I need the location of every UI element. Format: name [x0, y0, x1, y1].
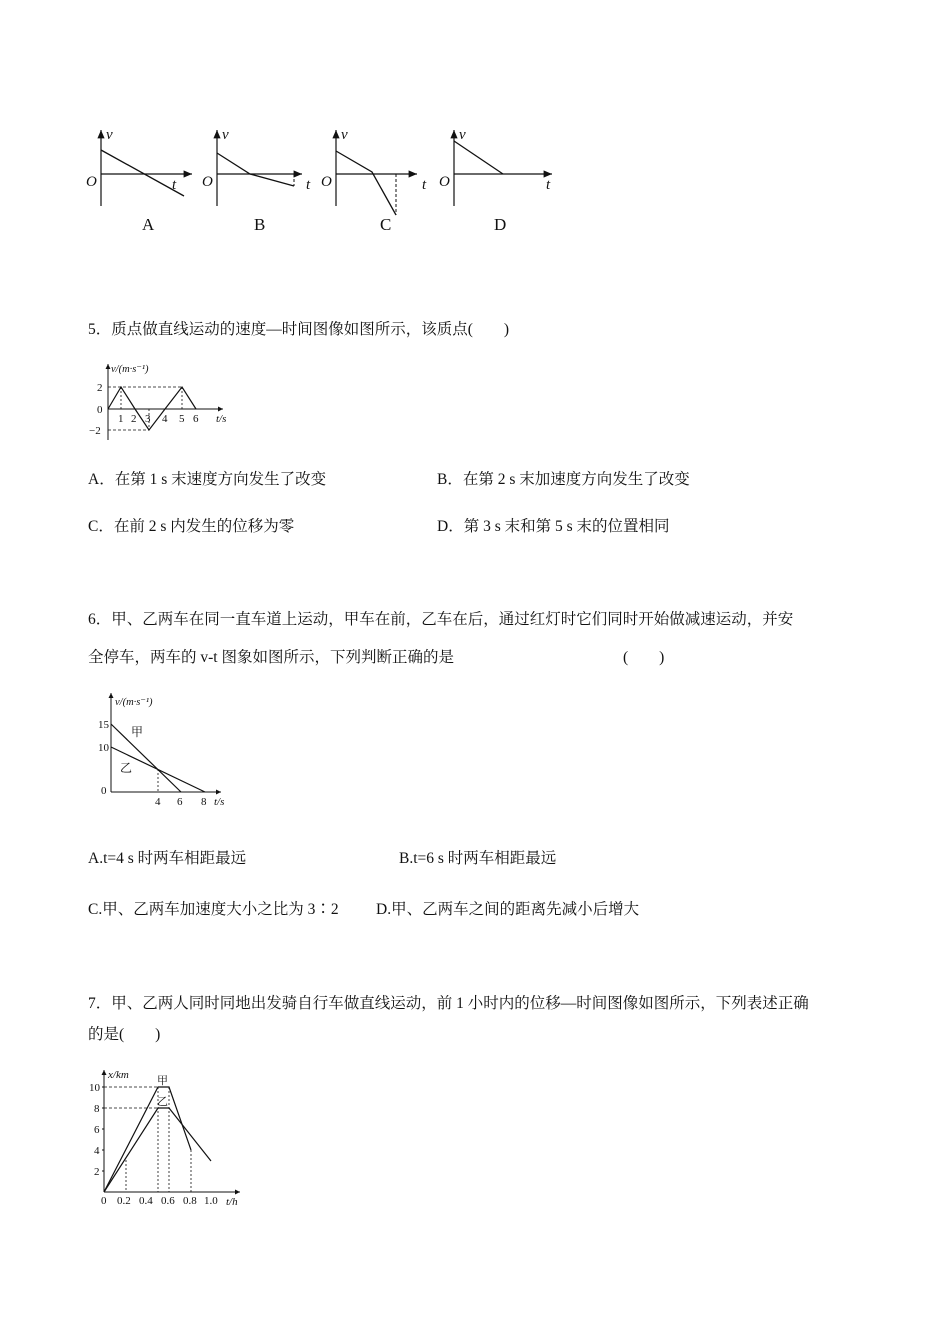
graph-b-o-label: O [202, 174, 213, 190]
q7-ytick-2: 2 [94, 1166, 100, 1178]
q7-label-jia: 甲 [157, 1075, 168, 1087]
q5-ytick-neg2: −2 [89, 425, 101, 437]
graph-b-v-label: v [222, 127, 229, 143]
q5-xtick-1: 1 [118, 413, 124, 425]
q5-xtick-3: 3 [145, 413, 151, 425]
graph-c-t-label: t [422, 177, 427, 193]
q5-ylabel: v/(m·s⁻¹) [111, 364, 149, 375]
q6-label-yi: 乙 [120, 761, 133, 775]
graph-d-o-label: O [439, 174, 450, 190]
q7-ytick-10: 10 [89, 1082, 100, 1094]
q5-stem: 5．质点做直线运动的速度—时间图像如图所示，该质点( ) [88, 321, 510, 338]
q5-vt-graph [88, 360, 248, 445]
graph-d-v-label: v [459, 127, 466, 143]
q7-ytick-6: 6 [94, 1124, 100, 1136]
q7-stem-line1: 7．甲、乙两人同时同地出发骑自行车做直线运动，前 1 小时内的位移—时间图像如图所示，下列表述正确 [88, 995, 809, 1012]
q5-xtick-4: 4 [162, 413, 168, 425]
q6-ytick-15: 15 [98, 719, 109, 731]
graph-c-o-label: O [321, 174, 332, 190]
q6-ytick-0: 0 [101, 785, 107, 797]
q7-line-jia [104, 1087, 191, 1192]
q5-option-b[interactable]: B．在第 2 s 末加速度方向发生了改变 [437, 471, 690, 488]
graph-option-d [439, 127, 552, 234]
q7-xtick-0: 0 [101, 1195, 107, 1207]
graph-a-t-label: t [172, 177, 177, 193]
q6-xtick-6: 6 [177, 796, 183, 808]
graph-b-caption: B [254, 215, 266, 234]
q7-stem-line2: 的是( ) [88, 1026, 161, 1043]
q6-option-c[interactable]: C.甲、乙两车加速度大小之比为 3∶2 [88, 901, 339, 918]
q5-xtick-6: 6 [193, 413, 199, 425]
q6-label-jia: 甲 [131, 725, 144, 739]
q7-xtick-0-8: 0.8 [183, 1195, 197, 1207]
q6-vt-graph [88, 688, 238, 810]
graph-option-c [321, 127, 427, 234]
q7-ytick-4: 4 [94, 1145, 100, 1157]
q7-ytick-8: 8 [94, 1103, 100, 1115]
q6-line-jia [111, 724, 181, 792]
q5-option-d[interactable]: D．第 3 s 末和第 5 s 末的位置相同 [437, 518, 670, 535]
q6-xlabel: t/s [214, 796, 225, 808]
q6-option-b[interactable]: B.t=6 s 时两车相距最远 [399, 850, 557, 867]
graph-d-line [454, 141, 503, 174]
graph-a-o-label: O [86, 174, 97, 190]
q6-stem-bracket: ( ) [623, 649, 665, 666]
q5-option-a[interactable]: A．在第 1 s 末速度方向发生了改变 [88, 471, 327, 488]
q7-xtick-0-6: 0.6 [161, 1195, 175, 1207]
q4-option-graphs [80, 120, 570, 245]
q6-option-d[interactable]: D.甲、乙两车之间的距离先减小后增大 [376, 901, 640, 918]
q7-xtick-0-2: 0.2 [117, 1195, 131, 1207]
graph-option-a [86, 127, 192, 234]
q6-option-a[interactable]: A.t=4 s 时两车相距最远 [88, 850, 247, 867]
graph-c-line [336, 151, 396, 215]
q6-stem-line2: 全停车，两车的 v-t 图象如图所示，下列判断正确的是 [88, 649, 454, 666]
q6-stem-line1: 6．甲、乙两车在同一直车道上运动，甲车在前，乙车在后，通过红灯时它们同时开始做减速运动，并安 [88, 611, 794, 628]
graph-b-line [217, 153, 294, 186]
q5-ytick-0: 0 [97, 404, 103, 416]
graph-c-caption: C [380, 215, 392, 234]
q5-ytick-2: 2 [97, 382, 103, 394]
q6-xtick-8: 8 [201, 796, 207, 808]
q7-ylabel: x/km [108, 1069, 129, 1081]
graph-a-v-label: v [106, 127, 113, 143]
graph-option-b [202, 127, 311, 234]
q7-label-yi: 乙 [157, 1096, 168, 1108]
q7-xtick-0-4: 0.4 [139, 1195, 153, 1207]
q5-xlabel: t/s [216, 413, 227, 425]
q7-line-yi [104, 1108, 211, 1192]
q7-xtick-1-0: 1.0 [204, 1195, 218, 1207]
q5-xtick-2: 2 [131, 413, 137, 425]
q7-xlabel: t/h [226, 1196, 238, 1208]
graph-a-caption: A [142, 215, 155, 234]
graph-c-v-label: v [341, 127, 348, 143]
graph-d-t-label: t [546, 177, 551, 193]
q5-option-c[interactable]: C．在前 2 s 内发生的位移为零 [88, 518, 295, 535]
q5-xtick-5: 5 [179, 413, 185, 425]
q6-ylabel: v/(m·s⁻¹) [115, 697, 153, 708]
graph-d-caption: D [494, 215, 507, 234]
q6-ytick-10: 10 [98, 742, 109, 754]
q7-xt-graph [88, 1064, 258, 1214]
q6-xtick-4: 4 [155, 796, 161, 808]
graph-b-t-label: t [306, 177, 311, 193]
